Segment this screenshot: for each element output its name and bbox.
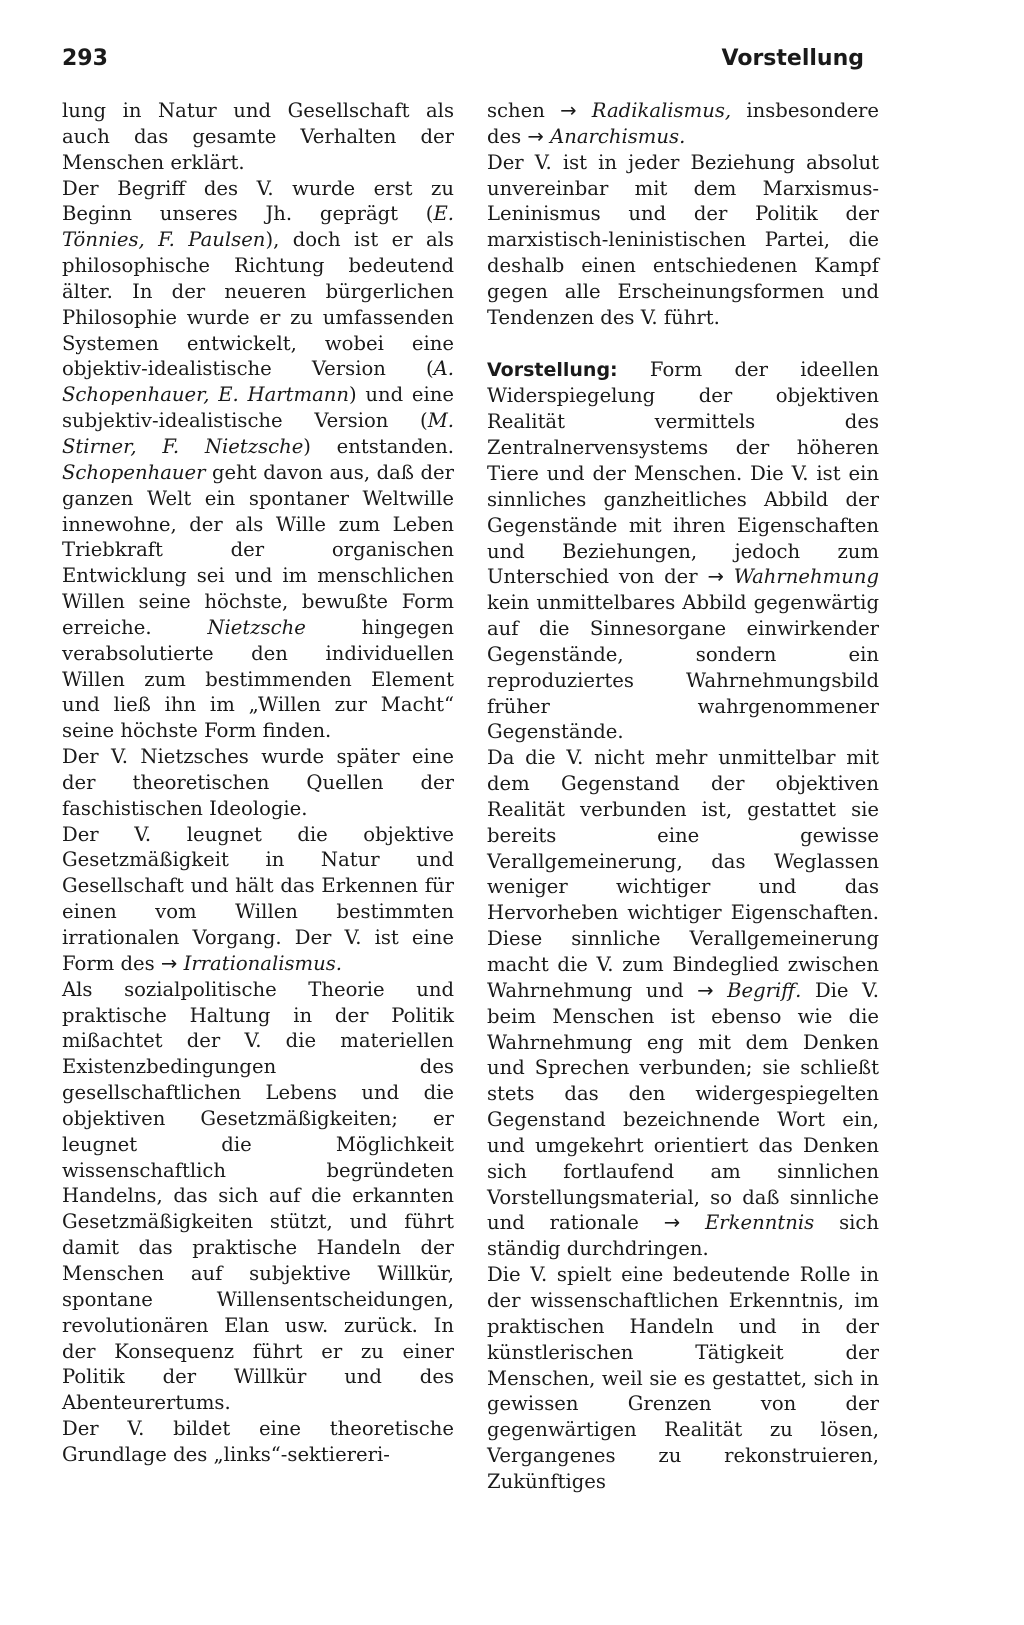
author-names: A. Schopenhauer, E. Hartmann bbox=[62, 357, 454, 407]
dictionary-entry: Vorstellung: Form der ideellen Widerspiegelung der objektiven Realität vermittels des Zentralnervensystems der höheren Tiere und der Menschen. Die V. ist ein sinnliches ganzheitliches Abbild der Gegenstände mit ihren Eigenschaften und Beziehungen, jedoch zum Unterschied von der → Wahrnehmung kein unmittelbares Abbild gegenwärtig auf die Sinnesorgane einwirkender Gegenstände, sondern ein reproduziertes Wahrnehmungsbild früher wahrgenommener Gegenstände. bbox=[487, 357, 879, 744]
right-column bbox=[487, 98, 879, 1495]
cross-reference-link[interactable]: Erkenntnis bbox=[705, 1211, 815, 1235]
author-names: M. Stirner, F. Nietzsche bbox=[62, 409, 454, 458]
cross-reference-link[interactable]: Anarchismus. bbox=[550, 124, 686, 148]
author-name: Schopenhauer bbox=[62, 460, 206, 484]
paragraph: schen → Radikalismus, insbesondere des → Anarchismus. bbox=[487, 99, 879, 148]
author-name: Nietzsche bbox=[207, 615, 306, 639]
cross-reference-arrow-icon: → bbox=[707, 565, 724, 589]
left-column bbox=[62, 98, 454, 1468]
cross-reference-arrow-icon: → bbox=[560, 99, 577, 122]
page-header bbox=[60, 46, 864, 86]
paragraph: Der V. leugnet die objektive Gesetzmäßigkeit in Natur und Gesellschaft und hält das Erkennen für einen vom Willen bestimmten irrationalen Vorgang. Der V. ist eine Form des → Irrationalismus. bbox=[62, 822, 454, 975]
cross-reference-link[interactable]: Irrationalismus. bbox=[183, 951, 343, 975]
cross-reference-link[interactable]: Radikalismus, bbox=[591, 99, 732, 122]
cross-reference-arrow-icon: → bbox=[663, 1211, 681, 1235]
paragraph: Als sozialpolitische Theorie und praktische Haltung in der Politik mißachtet der V. die materiellen Existenzbedingungen des gesellschaftlichen Lebens und die objektiven Gesetzmäßigkeiten; er leugnet die Möglichkeit wissenschaftlich begründeten Handelns, das sich auf die erkannten Gesetzmäßigkeiten stützt, und führt damit das praktische Handeln der Menschen auf subjektive Willkür, spontane Willensentscheidungen, revolutionären Elan usw. zurück. In der Konsequenz führt er zu einer Politik der Willkür und des Abenteurertums. bbox=[62, 977, 454, 1415]
cross-reference-link[interactable]: Begriff. bbox=[727, 978, 802, 1002]
page-number: 293 bbox=[62, 46, 108, 71]
paragraph: Die V. spielt eine bedeutende Rolle in der wissenschaftlichen Erkenntnis, im praktischen Handeln und in der künstlerischen Tätigkeit der Menschen, weil sie es gestattet, sich in gewissen Grenzen von der gegenwärtigen Realität zu lösen, Vergangenes zu rekonstruieren, Zukünftiges bbox=[487, 1263, 879, 1493]
cross-reference-arrow-icon: → bbox=[697, 978, 714, 1002]
paragraph: Der Begriff des V. wurde erst zu Beginn unseres Jh. geprägt (E. Tönnies, F. Paulsen), doch ist er als philosophische Richtung bedeutend älter. In der neueren bürgerlichen Philosophie wurde er zu umfassenden Systemen entwickelt, wobei eine objektiv-idealistische Version (A. Schopenhauer, E. Hartmann) und eine subjektiv-idealistische Version (M. Stirner, F. Nietzsche) entstanden. Schopenhauer geht davon aus, daß der ganzen Welt ein spontaner Weltwille innewohne, der als Wille zum Leben Triebkraft der organischen Entwicklung sei und im menschlichen Willen seine höchste, bewußte Form erreiche. Nietzsche hingegen verabsolutierte den individuellen Willen zum bestimmenden Element und ließ ihn im „Willen zur Macht“ seine höchste Form finden. bbox=[62, 176, 454, 743]
paragraph: Der V. bildet eine theoretische Grundlage des „links“-sektiereri- bbox=[62, 1417, 454, 1466]
paragraph: Der V. ist in jeder Beziehung absolut unvereinbar mit dem Marxismus-Leninismus und der Politik der marxistisch-leninistischen Partei, die deshalb einen entschiedenen Kampf gegen alle Erscheinungsformen und Tendenzen des V. führt. bbox=[487, 150, 879, 329]
paragraph: Der V. Nietzsches wurde später eine der theoretischen Quellen der faschistischen Ideologie. bbox=[62, 745, 454, 820]
paragraph: lung in Natur und Gesellschaft als auch das gesamte Verhalten der Menschen erklärt. bbox=[62, 99, 454, 174]
cross-reference-arrow-icon: → bbox=[527, 124, 544, 148]
running-head: Vorstellung bbox=[721, 46, 864, 71]
author-names: E. Tönnies, F. Paulsen bbox=[62, 202, 454, 252]
cross-reference-link[interactable]: Wahrnehmung bbox=[733, 565, 879, 589]
entry-headword: Vorstellung: bbox=[487, 358, 618, 381]
paragraph: Da die V. nicht mehr unmittelbar mit dem Gegenstand der objektiven Realität verbunden ist, gestattet sie bereits eine gewisse Verallgemeinerung, das Weglassen weniger wichtiger und das Hervorheben wichtiger Eigenschaften. Diese sinnliche Verallgemeinerung macht die V. zum Bindeglied zwischen Wahrnehmung und → Begriff. Die V. beim Menschen ist ebenso wie die Wahrnehmung eng mit dem Denken und Sprechen verbunden; sie schließt stets das den widergespiegelten Gegenstand bezeichnende Wort ein, und umgekehrt orientiert das Denken sich fortlaufend am sinnlichen Vorstellungsmaterial, so daß sinnliche und rationale → Erkenntnis sich ständig durchdringen. bbox=[487, 746, 879, 1261]
cross-reference-arrow-icon: → bbox=[160, 951, 178, 975]
